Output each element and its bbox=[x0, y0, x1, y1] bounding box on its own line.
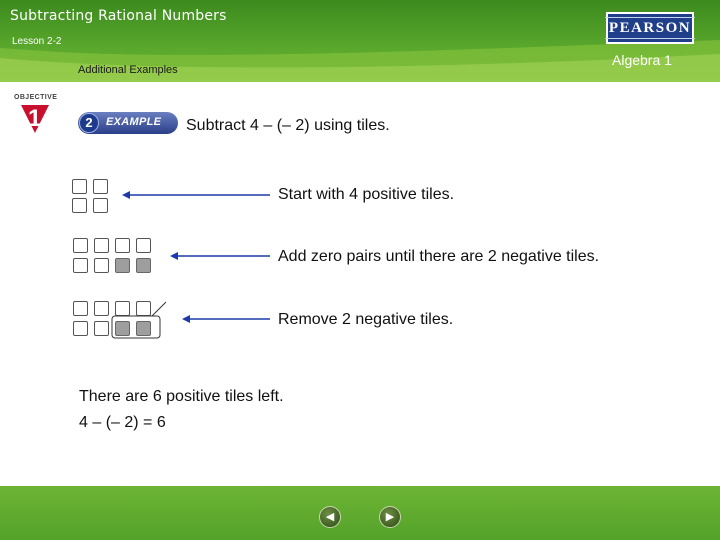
positive-tile bbox=[72, 198, 87, 213]
next-slide-button[interactable] bbox=[379, 506, 401, 528]
step-1-text: Start with 4 positive tiles. bbox=[278, 186, 455, 203]
triangle-right-icon: ▶ bbox=[385, 511, 395, 523]
step-2-text: Add zero pairs until there are 2 negative tiles. bbox=[278, 248, 600, 265]
positive-tile bbox=[94, 238, 109, 253]
objective-label: OBJECTIVE bbox=[14, 94, 58, 101]
arrow-step-1 bbox=[122, 188, 272, 202]
pearson-logo bbox=[606, 12, 694, 44]
footer-band bbox=[0, 486, 720, 540]
additional-examples-label: Additional Examples bbox=[78, 64, 178, 76]
example-label: EXAMPLE bbox=[106, 116, 162, 128]
logo-text: PEARSON bbox=[605, 17, 695, 39]
positive-tile bbox=[73, 238, 88, 253]
arrow-step-3 bbox=[182, 312, 272, 326]
positive-tile bbox=[94, 301, 109, 316]
positive-tile bbox=[94, 321, 109, 336]
positive-tile bbox=[72, 179, 87, 194]
step-3-text: Remove 2 negative tiles. bbox=[278, 311, 454, 328]
result-line-2: 4 – (– 2) = 6 bbox=[79, 414, 166, 431]
objective-badge bbox=[14, 94, 64, 140]
positive-tile bbox=[73, 301, 88, 316]
arrow-step-2 bbox=[170, 249, 272, 263]
positive-tile bbox=[115, 238, 130, 253]
course-label: Algebra 1 bbox=[612, 52, 672, 68]
example-number: 2 bbox=[79, 113, 99, 133]
negative-tile bbox=[136, 258, 151, 273]
positive-tile bbox=[94, 258, 109, 273]
removal-bracket bbox=[108, 298, 170, 342]
lesson-label: Lesson 2-2 bbox=[12, 36, 62, 47]
objective-number: 1 bbox=[28, 105, 42, 132]
positive-tile bbox=[73, 321, 88, 336]
example-badge bbox=[78, 112, 178, 134]
negative-tile bbox=[115, 258, 130, 273]
positive-tile bbox=[93, 198, 108, 213]
positive-tile bbox=[93, 179, 108, 194]
result-line-1: There are 6 positive tiles left. bbox=[79, 388, 284, 405]
previous-slide-button[interactable] bbox=[319, 506, 341, 528]
triangle-left-icon: ◀ bbox=[325, 511, 335, 523]
slide-title: Subtracting Rational Numbers bbox=[10, 8, 227, 24]
problem-statement: Subtract 4 – (– 2) using tiles. bbox=[186, 117, 390, 134]
positive-tile bbox=[136, 238, 151, 253]
positive-tile bbox=[73, 258, 88, 273]
